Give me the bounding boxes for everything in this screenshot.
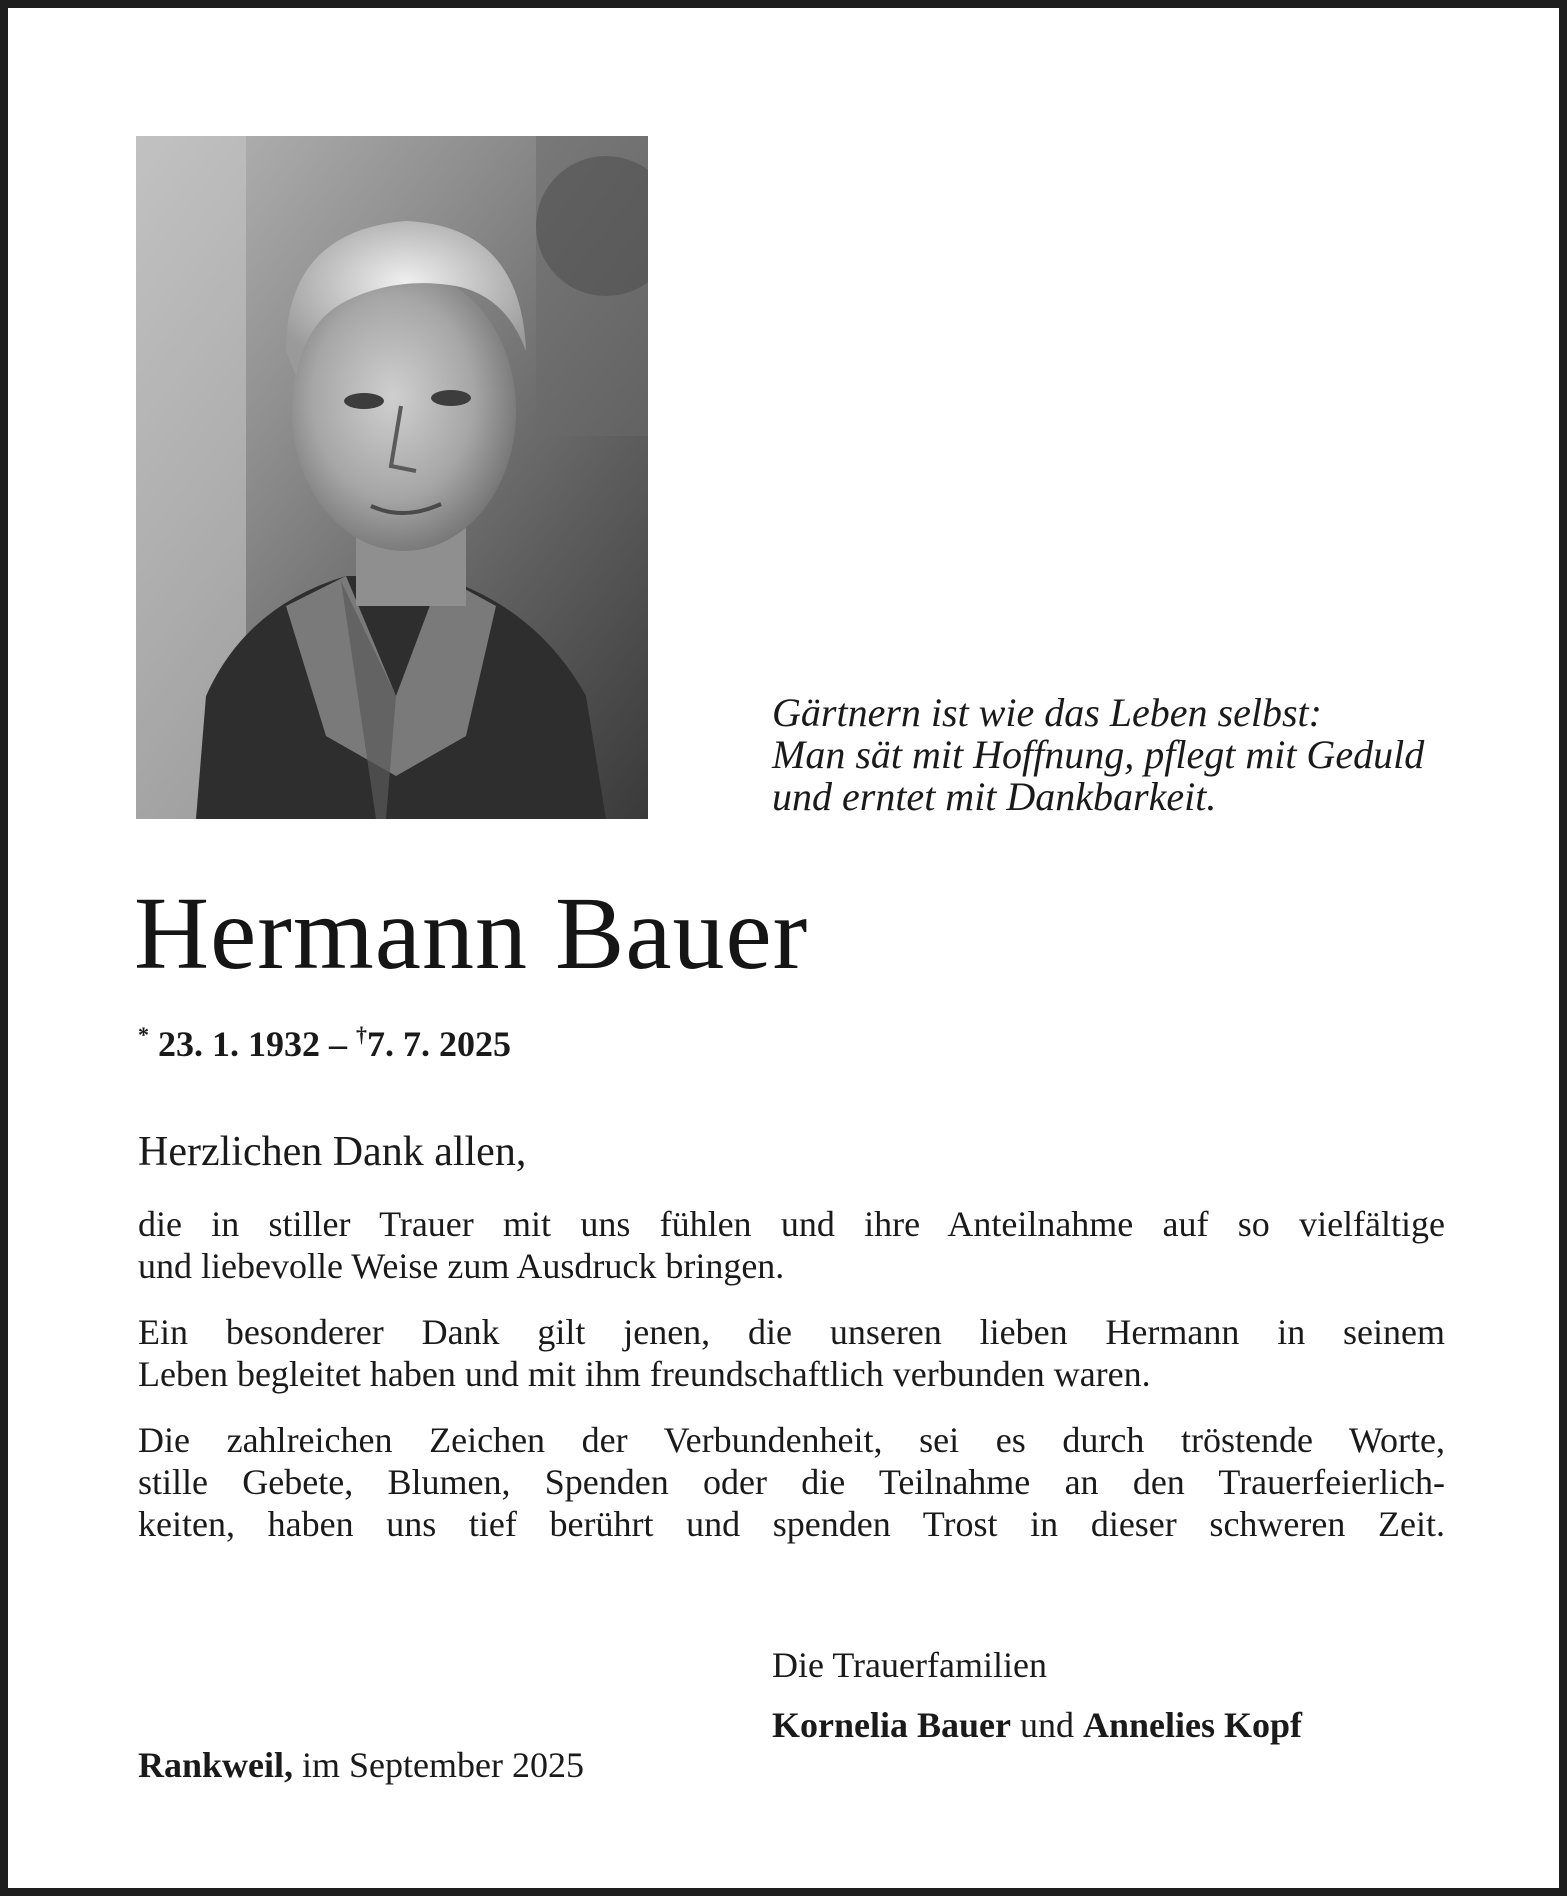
paragraph: [138, 1203, 1445, 1287]
death-date: 7. 7. 2025: [367, 1024, 511, 1064]
text-line: Die zahlreichen Zeichen der Verbundenheit, sei es durch tröstende Worte,: [138, 1420, 1445, 1460]
place-city: Rankweil,: [138, 1745, 294, 1785]
signer-name: Kornelia Bauer: [772, 1705, 1011, 1745]
birth-symbol: *: [138, 1022, 149, 1047]
text-line: Leben begleitet haben und mit ihm freundschaftlich verbunden waren.: [138, 1354, 1151, 1394]
deceased-name: Hermann Bauer: [134, 876, 809, 991]
text-line: stille Gebete, Blumen, Spenden oder die Teilnahme an den Trauerfeierlich-: [138, 1462, 1445, 1502]
birth-date: 23. 1. 1932: [158, 1024, 320, 1064]
thank-you-text: [138, 1203, 1445, 1569]
life-dates: [138, 1011, 511, 1068]
paragraph: [138, 1311, 1445, 1395]
text-line: keiten, haben uns tief berührt und spenden Trost in dieser schweren Zeit.: [138, 1504, 1445, 1544]
signer-name: Annelies Kopf: [1082, 1705, 1303, 1745]
greeting: Herzlichen Dank allen,: [138, 1129, 527, 1175]
signature-block: [772, 1635, 1302, 1755]
text-line: und liebevolle Weise zum Ausdruck bringen.: [138, 1246, 785, 1286]
signoff-intro: Die Trauerfamilien: [772, 1645, 1047, 1685]
motto-line: Gärtnern ist wie das Leben selbst:: [772, 690, 1322, 735]
text-line: Ein besonderer Dank gilt jenen, die unseren lieben Hermann in seinem: [138, 1312, 1445, 1352]
signer-conjunction: und: [1019, 1705, 1074, 1745]
motto-line: und erntet mit Dankbarkeit.: [772, 774, 1217, 819]
text-line: die in stiller Trauer mit uns fühlen und ihre Anteilnahme auf so vielfältige: [138, 1204, 1445, 1244]
paragraph: [138, 1419, 1445, 1545]
motto-quote: [772, 692, 1424, 818]
place-month: im September 2025: [302, 1745, 584, 1785]
motto-line: Man sät mit Hoffnung, pflegt mit Geduld: [772, 732, 1425, 777]
portrait-photo: [136, 136, 648, 819]
signoff-names: [772, 1695, 1302, 1755]
portrait-image: [136, 136, 648, 819]
death-symbol: †: [356, 1022, 367, 1047]
date-separator: –: [329, 1024, 347, 1064]
place-date: [138, 1741, 584, 1789]
